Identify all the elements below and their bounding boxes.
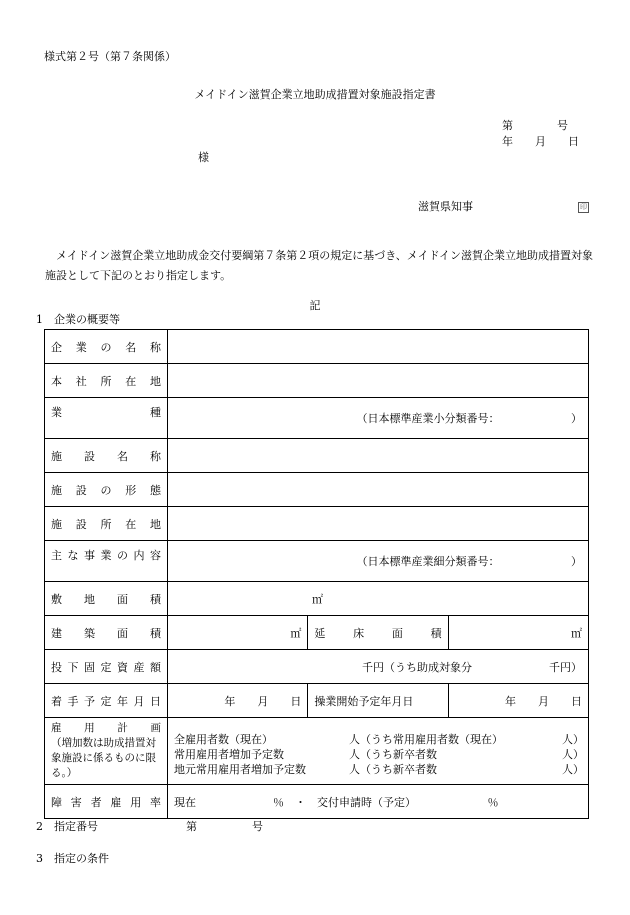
label-char: 在 [125,517,137,531]
label-char: の [117,549,128,562]
building-area-field[interactable]: ㎡ [168,616,308,650]
label-char: 設 [75,517,87,531]
op-start-field[interactable]: 年 月 日 [448,684,588,718]
label-char: 資 [117,660,128,674]
label-char: 面 [117,626,128,640]
head-office-label [45,364,168,398]
label-char: 用 [130,795,142,809]
label-char: 設 [75,483,87,497]
label-char: 所 [100,374,112,388]
label-char: 種 [150,406,161,419]
company-name-label [45,330,168,364]
label-char: 地 [150,374,161,388]
label-char: 名 [125,340,137,354]
label-char: 雇 [110,795,122,809]
table-row [45,507,589,541]
facility-form-label [45,473,168,507]
label-char: 手 [67,694,79,708]
table-row [45,398,589,439]
label-char: 月 [133,694,145,708]
label-char: 施 [51,449,62,463]
section-1-heading: 1 企業の概要等 [36,313,120,326]
table-row [45,330,589,364]
label-char: 主 [51,549,62,562]
industry-field[interactable]: （日本標準産業小分類番号： ） [168,398,589,439]
facility-form-field[interactable] [168,473,589,507]
label-char: 築 [84,626,95,640]
label-char: 積 [150,626,161,640]
facility-location-field[interactable] [168,507,589,541]
op-start-label: 操業開始予定年月日 [308,684,448,718]
label-char: 延 [314,626,326,640]
disabled-rate-label [45,785,168,819]
label-char: 称 [150,449,161,463]
label-char: 予 [84,694,95,708]
table-row [45,718,589,785]
label-char: 害 [70,795,82,809]
main-business-label [45,541,168,582]
table-row [45,364,589,398]
label-char: 社 [75,374,87,388]
label-char: 積 [430,626,442,640]
label-char: 形 [125,483,137,497]
label-char: 着 [51,694,62,708]
section-3-heading: 3 指定の条件 [36,852,109,865]
label-char: 名 [117,449,128,463]
issuer: 滋賀県知事 [418,200,473,213]
number-line: 第 号 [502,119,568,132]
label-char: 敷 [51,592,62,606]
label-char: 日 [150,694,161,708]
addressee: 様 [198,151,209,164]
label-char: 額 [150,660,161,674]
table-row [45,616,589,650]
investment-label [45,650,168,684]
label-char: 画 [150,722,161,734]
label-char: 用 [84,722,95,734]
facility-location-label [45,507,168,541]
label-char: 事 [84,549,95,562]
label-char: 床 [353,626,365,640]
table-row [45,785,589,819]
label-char: 固 [84,660,95,674]
label-char: 本 [51,374,62,388]
company-name-field[interactable] [168,330,589,364]
label-char: 定 [100,660,112,674]
body-text: メイドイン滋賀企業立地助成金交付要綱第７条第２項の規定に基づき、メイドイン滋賀企業立地助成措置対象施設として下記のとおり指定します。 [45,249,594,282]
label-char: 企 [51,340,62,354]
industry-label [45,398,168,439]
label-char: 所 [100,517,112,531]
label-char: 容 [150,549,161,562]
label-char: 在 [125,374,137,388]
label-char: 業 [100,549,112,562]
disabled-rate-field[interactable]: 現在 ％ ・ 交付申請時（予定） ％ [168,785,589,819]
site-area-field[interactable]: ㎡ [168,582,589,616]
label-char: 業 [75,340,87,354]
label-char: な [67,549,79,562]
label-char: の [100,483,112,497]
label-char: 産 [133,660,145,674]
table-row [45,439,589,473]
table-row [45,541,589,582]
head-office-field[interactable] [168,364,589,398]
label-char: 建 [51,626,62,640]
employment-label: 雇 用 計 画 （増加数は助成措置対象施設に係るものに限る。） [45,718,168,785]
label-char: 態 [150,483,161,497]
label-char: 年 [117,694,128,708]
label-char: 者 [90,795,102,809]
label-char: 地 [84,592,95,606]
main-business-field[interactable]: （日本標準産業細分類番号： ） [168,541,589,582]
label-char: 率 [149,795,161,809]
label-char: 施 [51,483,62,497]
company-overview-table [44,329,589,819]
label-char: 業 [51,406,62,419]
facility-name-label [45,439,168,473]
label-char: 面 [391,626,403,640]
seal-icon: 印 [580,203,587,211]
start-date-label [45,684,168,718]
label-char: 称 [150,340,161,354]
designation-number: 第 号 [186,820,263,833]
page-title: メイドイン滋賀企業立地助成措置対象施設指定書 [194,88,436,101]
form-number: 様式第２号（第７条関係） [44,50,176,63]
label-char: 面 [117,592,128,606]
table-row [45,684,589,718]
start-date-field[interactable]: 年 月 日 [168,684,308,718]
label-char: 定 [100,694,112,708]
section-2-heading: 2 指定番号 [36,820,98,833]
site-area-label [45,582,168,616]
label-char: 投 [51,660,62,674]
table-row [45,650,589,684]
label-char: 地 [150,517,161,531]
label-char: 計 [117,722,128,734]
label-char: 内 [133,549,145,562]
label-char: の [100,340,112,354]
label-char: 雇 [51,722,62,734]
label-char: 障 [51,795,62,809]
label-char: 設 [84,449,95,463]
table-row [45,473,589,507]
table-row [45,582,589,616]
label-char: 積 [150,592,161,606]
employment-field[interactable]: 全雇用者数（現在） 人（うち常用雇用者数（現在） 人） 常用雇用者増加予定数 人（うち新卒者数 人） 地元常用雇用者増加予定数 人（うち新卒者数 人） [168,718,589,785]
label-char: 施 [51,517,62,531]
facility-name-field[interactable] [168,439,589,473]
building-area-label [45,616,168,650]
investment-field[interactable]: 千円（うち助成対象分 千円） [168,650,589,684]
ki-heading: 記 [309,299,321,312]
label-char: 下 [67,660,79,674]
floor-area-label [308,616,448,650]
floor-area-field[interactable]: ㎡ [448,616,588,650]
date-line: 年 月 日 [502,135,579,148]
